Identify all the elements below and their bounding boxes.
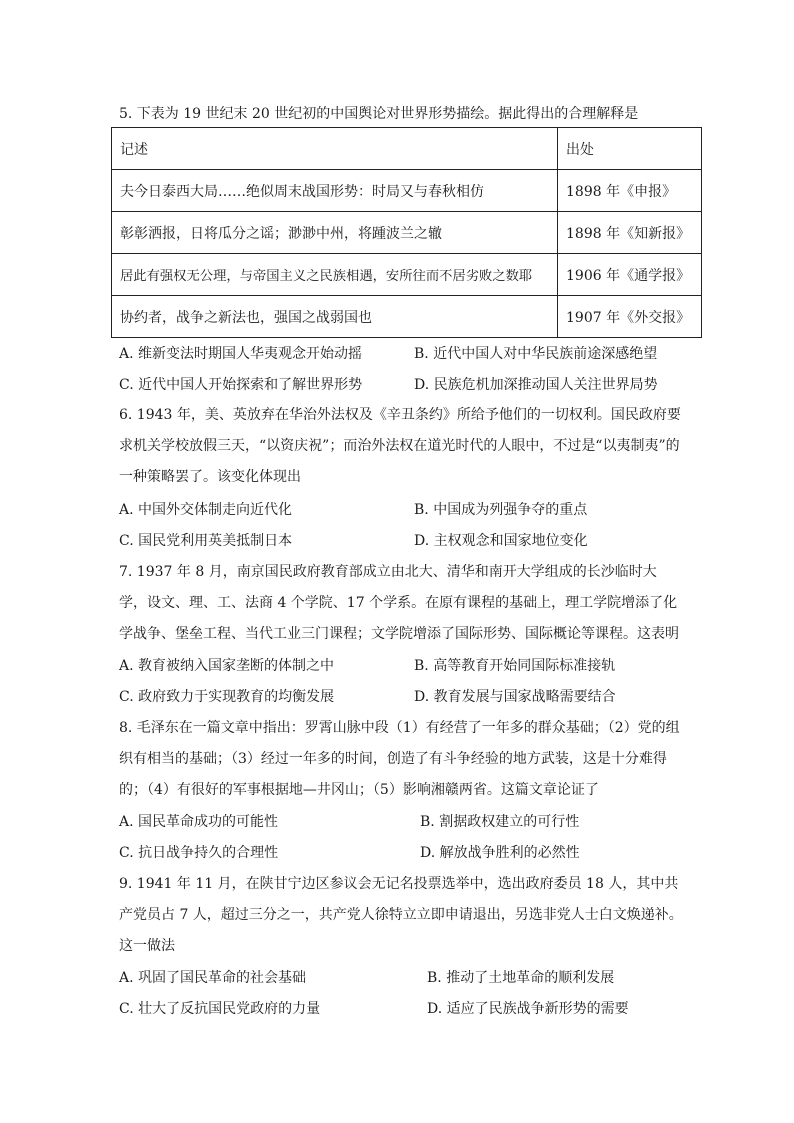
question-5-option-a[interactable]: A. 维新变法时期国人华夷观念开始动摇 [119,346,363,362]
table-cell-source: 1898 年《申报》 [558,170,702,212]
table-row [112,254,702,296]
question-6-stem: 6. 1943 年，美、英放弃在华治外法权及《辛丑条约》所给予他们的一切权利。国民政府要求机关学校放假三天，“以资庆祝”；而治外法权在道光时代的人眼中，不过是“以夷制夷”的一种策略罢了。该变化体现出 [119,407,681,485]
question-5-stem: 5. 下表为 19 世纪末 20 世纪初的中国舆论对世界形势描绘。据此得出的合理解释是 [119,106,639,122]
table-row [112,212,702,254]
question-9-stem: 9. 1941 年 11 月，在陕甘宁边区参议会无记名投票选举中，选出政府委员 18 人，其中共产党员占 7 人，超过三分之一，共产党人徐特立立即申请退出，另选非党人士白文焕递补。这一做法 [119,876,683,954]
question-5-option-d[interactable]: D. 民族危机加深推动国人关注世界局势 [414,377,658,393]
question-7-stem: 7. 1937 年 8 月，南京国民政府教育部成立由北大、清华和南开大学组成的长沙临时大学，设文、理、工、法商 4 个学院、17 个学系。在原有课程的基础上，理工学院增添了化学战争、堡垒工程、当代工业三门课程；文学院增添了国际形势、国际概论等课程。这表明 [119,564,679,642]
question-6-option-b[interactable]: B. 中国成为列强争夺的重点 [414,502,588,518]
table-header-row [112,128,702,170]
question-9-option-d[interactable]: D. 适应了民族战争新形势的需要 [427,1001,629,1017]
table-header-record: 记述 [112,128,558,170]
table-row [112,296,702,338]
table-cell-record: 彰彰洒报，日将瓜分之谣；渺渺中州，将踵波兰之辙 [112,212,558,254]
question-8-option-a[interactable]: A. 国民革命成功的可能性 [119,814,279,830]
table-row [112,170,702,212]
question-7-option-c[interactable]: C. 政府致力于实现教育的均衡发展 [119,689,335,705]
table-cell-source: 1906 年《通学报》 [558,254,702,296]
question-8-option-d[interactable]: D. 解放战争胜利的必然性 [420,845,580,861]
question-5-table [111,127,702,338]
table-cell-record: 夫今日泰西大局……绝似周末战国形势：时局又与春秋相仿 [112,170,558,212]
question-7-option-a[interactable]: A. 教育被纳入国家垄断的体制之中 [119,658,335,674]
question-8-option-c[interactable]: C. 抗日战争持久的合理性 [119,845,279,861]
question-9-option-a[interactable]: A. 巩固了国民革命的社会基础 [119,970,307,986]
table-header-source: 出处 [558,128,702,170]
table-cell-record: 居此有强权无公理，与帝国主义之民族相遇，安所往而不居劣败之数耶 [112,254,558,296]
question-8-stem: 8. 毛泽东在一篇文章中指出：罗霄山脉中段（1）有经营了一年多的群众基础；（2）党的组织有相当的基础；（3）经过一年多的时间，创造了有斗争经验的地方武装，这是十分难得的；（4）有很好的军事根据地—井冈山；（5）影响湘赣两省。这篇文章论证了 [119,720,680,798]
question-8-option-b[interactable]: B. 割据政权建立的可行性 [420,814,580,830]
question-7-option-b[interactable]: B. 高等教育开始同国际标准接轨 [414,658,616,674]
question-6-option-d[interactable]: D. 主权观念和国家地位变化 [414,533,588,549]
question-9-option-b[interactable]: B. 推动了土地革命的顺利发展 [427,970,615,986]
question-7-option-d[interactable]: D. 教育发展与国家战略需要结合 [414,689,616,705]
question-9-option-c[interactable]: C. 壮大了反抗国民党政府的力量 [119,1001,321,1017]
question-6-option-a[interactable]: A. 中国外交体制走向近代化 [119,502,293,518]
table-cell-source: 1898 年《知新报》 [558,212,702,254]
question-6-option-c[interactable]: C. 国民党利用英美抵制日本 [119,533,293,549]
question-5-option-c[interactable]: C. 近代中国人开始探索和了解世界形势 [119,377,363,393]
table-cell-source: 1907 年《外交报》 [558,296,702,338]
table-cell-record: 协约者，战争之新法也，强国之战弱国也 [112,296,558,338]
question-5-option-b[interactable]: B. 近代中国人对中华民族前途深感绝望 [414,346,658,362]
